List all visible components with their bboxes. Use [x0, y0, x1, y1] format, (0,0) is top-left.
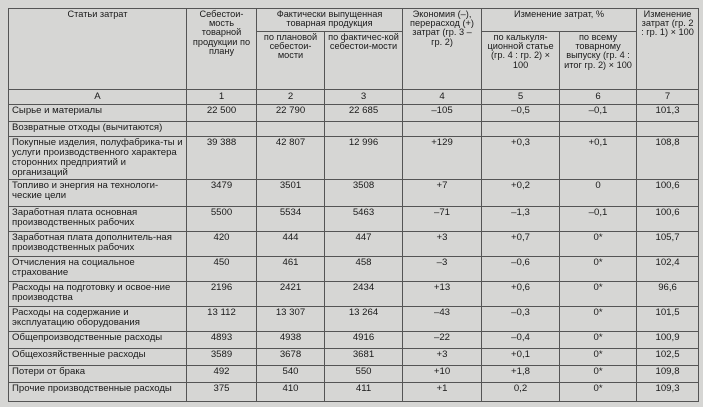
cell-plan: 39 388	[187, 137, 257, 180]
cell-plan: 450	[187, 257, 257, 282]
table-row	[9, 105, 699, 122]
table-row	[9, 180, 699, 207]
cell-change-item: +0,6	[482, 282, 560, 307]
cell-actual-plan: 42 807	[257, 137, 325, 180]
table-row	[9, 366, 699, 383]
cell-actual-fact: 22 685	[325, 105, 403, 122]
cost-item-name: Расходы на подготовку и освое-ние производства	[9, 282, 187, 307]
cell-change-item: –0,5	[482, 105, 560, 122]
cell-change-costs: 100,9	[637, 332, 699, 349]
cell-actual-plan: 4938	[257, 332, 325, 349]
cell-savings: –3	[403, 257, 482, 282]
cell-change-item: +0,3	[482, 137, 560, 180]
cell-savings: +129	[403, 137, 482, 180]
cell-actual-fact: 5463	[325, 207, 403, 232]
cell-actual-fact: 12 996	[325, 137, 403, 180]
cell-change-item: –1,3	[482, 207, 560, 232]
header-change-costs: Изменение затрат (гр. 2 : гр. 1) × 100	[637, 9, 699, 90]
cell-change-costs: 100,6	[637, 180, 699, 207]
cell-savings: –43	[403, 307, 482, 332]
cell-actual-fact: 550	[325, 366, 403, 383]
header-actual-group: Фактически выпущенная товарная продукция	[257, 9, 403, 32]
column-number: 3	[325, 90, 403, 105]
cell-savings: +13	[403, 282, 482, 307]
cost-item-name: Покупные изделия, полуфабрика-ты и услуги производственного характера сторонних предприятий и организаций	[9, 137, 187, 180]
cell-change-total: +0,1	[560, 137, 637, 180]
cell-actual-plan: 13 307	[257, 307, 325, 332]
cost-item-name: Общехозяйственные расходы	[9, 349, 187, 366]
cell-change-item: +0,1	[482, 349, 560, 366]
cell-plan: 3479	[187, 180, 257, 207]
table-row	[9, 383, 699, 402]
cell-plan: 5500	[187, 207, 257, 232]
cost-item-name: Сырье и материалы	[9, 105, 187, 122]
cell-change-costs	[637, 122, 699, 137]
cell-change-item: +0,2	[482, 180, 560, 207]
table-row	[9, 137, 699, 180]
cell-change-costs: 102,4	[637, 257, 699, 282]
cell-actual-fact: 2434	[325, 282, 403, 307]
cell-plan: 3589	[187, 349, 257, 366]
column-number: 2	[257, 90, 325, 105]
cell-actual-plan: 2421	[257, 282, 325, 307]
cell-savings: +7	[403, 180, 482, 207]
column-number: 1	[187, 90, 257, 105]
cell-change-total: 0*	[560, 232, 637, 257]
cell-actual-fact: 3681	[325, 349, 403, 366]
header-change-total: по всему товарному выпуску (гр. 4 : итог гр. 2) × 100	[560, 32, 637, 90]
table-row	[9, 232, 699, 257]
cell-actual-fact: 4916	[325, 332, 403, 349]
cell-change-item	[482, 122, 560, 137]
cost-item-name: Возвратные отходы (вычитаются)	[9, 122, 187, 137]
header-actual-plan: по плановой себестои-мости	[257, 32, 325, 90]
cell-change-costs: 108,8	[637, 137, 699, 180]
cell-savings: –71	[403, 207, 482, 232]
cell-actual-fact: 13 264	[325, 307, 403, 332]
cost-item-name: Топливо и энергия на технологи-ческие цели	[9, 180, 187, 207]
cell-change-costs: 101,5	[637, 307, 699, 332]
column-number: 7	[637, 90, 699, 105]
column-number-row	[9, 90, 699, 105]
cell-savings: +1	[403, 383, 482, 402]
cell-change-costs: 96,6	[637, 282, 699, 307]
cell-change-total: 0*	[560, 366, 637, 383]
column-number: 5	[482, 90, 560, 105]
cell-plan: 2196	[187, 282, 257, 307]
cost-item-name: Прочие производственные расходы	[9, 383, 187, 402]
cell-change-total	[560, 122, 637, 137]
cell-change-item: +0,7	[482, 232, 560, 257]
header-row	[9, 9, 699, 32]
cell-change-item: 0,2	[482, 383, 560, 402]
column-number: 4	[403, 90, 482, 105]
cell-plan: 22 500	[187, 105, 257, 122]
cell-actual-plan: 3501	[257, 180, 325, 207]
table-row	[9, 282, 699, 307]
cell-change-costs: 102,5	[637, 349, 699, 366]
cell-change-item: –0,4	[482, 332, 560, 349]
cell-change-total: 0*	[560, 307, 637, 332]
cell-savings: –22	[403, 332, 482, 349]
cell-change-total: 0*	[560, 349, 637, 366]
cell-change-costs: 100,6	[637, 207, 699, 232]
header-change-group: Изменение затрат, %	[482, 9, 637, 32]
column-letter: А	[9, 90, 187, 105]
cell-savings: +3	[403, 232, 482, 257]
cell-actual-fact: 458	[325, 257, 403, 282]
cost-item-name: Потери от брака	[9, 366, 187, 383]
cost-item-name: Заработная плата дополнитель-ная производственных рабочих	[9, 232, 187, 257]
header-change-item: по калькуля-ционной статье (гр. 4 : гр. 2) × 100	[482, 32, 560, 90]
cell-change-total: –0,1	[560, 105, 637, 122]
table-row	[9, 307, 699, 332]
cell-change-costs: 109,8	[637, 366, 699, 383]
table-row	[9, 257, 699, 282]
cell-actual-plan: 444	[257, 232, 325, 257]
cell-actual-plan: 22 790	[257, 105, 325, 122]
cell-actual-plan: 5534	[257, 207, 325, 232]
cell-plan: 492	[187, 366, 257, 383]
cell-savings: +3	[403, 349, 482, 366]
cell-change-costs: 101,3	[637, 105, 699, 122]
cell-actual-plan	[257, 122, 325, 137]
header-actual-fact: по фактичес-кой себестои-мости	[325, 32, 403, 90]
cell-change-item: +1,8	[482, 366, 560, 383]
cell-plan: 375	[187, 383, 257, 402]
cell-change-item: –0,6	[482, 257, 560, 282]
table-row	[9, 122, 699, 137]
cell-actual-plan: 461	[257, 257, 325, 282]
table-row	[9, 207, 699, 232]
table-row	[9, 349, 699, 366]
header-items: Статьи затрат	[9, 9, 187, 90]
header-plan: Себестои-мость товарной продукции по плану	[187, 9, 257, 90]
cell-actual-fact	[325, 122, 403, 137]
cell-plan	[187, 122, 257, 137]
cell-change-total: 0*	[560, 383, 637, 402]
cell-savings: –105	[403, 105, 482, 122]
cell-change-item: –0,3	[482, 307, 560, 332]
cell-actual-plan: 410	[257, 383, 325, 402]
cell-change-total: –0,1	[560, 207, 637, 232]
cost-table	[8, 8, 699, 402]
cell-change-costs: 105,7	[637, 232, 699, 257]
table-row	[9, 332, 699, 349]
cell-change-total: 0*	[560, 282, 637, 307]
cell-change-total: 0	[560, 180, 637, 207]
cell-plan: 13 112	[187, 307, 257, 332]
cell-change-costs: 109,3	[637, 383, 699, 402]
cell-actual-plan: 3678	[257, 349, 325, 366]
cell-change-total: 0*	[560, 257, 637, 282]
cell-actual-fact: 411	[325, 383, 403, 402]
cell-savings: +10	[403, 366, 482, 383]
cost-item-name: Расходы на содержание и эксплуатацию оборудования	[9, 307, 187, 332]
cell-actual-plan: 540	[257, 366, 325, 383]
cell-change-total: 0*	[560, 332, 637, 349]
cell-actual-fact: 3508	[325, 180, 403, 207]
cost-item-name: Отчисления на социальное страхование	[9, 257, 187, 282]
cell-actual-fact: 447	[325, 232, 403, 257]
header-savings: Экономия (–), перерасход (+) затрат (гр. 3 – гр. 2)	[403, 9, 482, 90]
cost-item-name: Общепроизводственные расходы	[9, 332, 187, 349]
cell-plan: 4893	[187, 332, 257, 349]
cell-plan: 420	[187, 232, 257, 257]
cost-item-name: Заработная плата основная производственных рабочих	[9, 207, 187, 232]
column-number: 6	[560, 90, 637, 105]
cell-savings	[403, 122, 482, 137]
